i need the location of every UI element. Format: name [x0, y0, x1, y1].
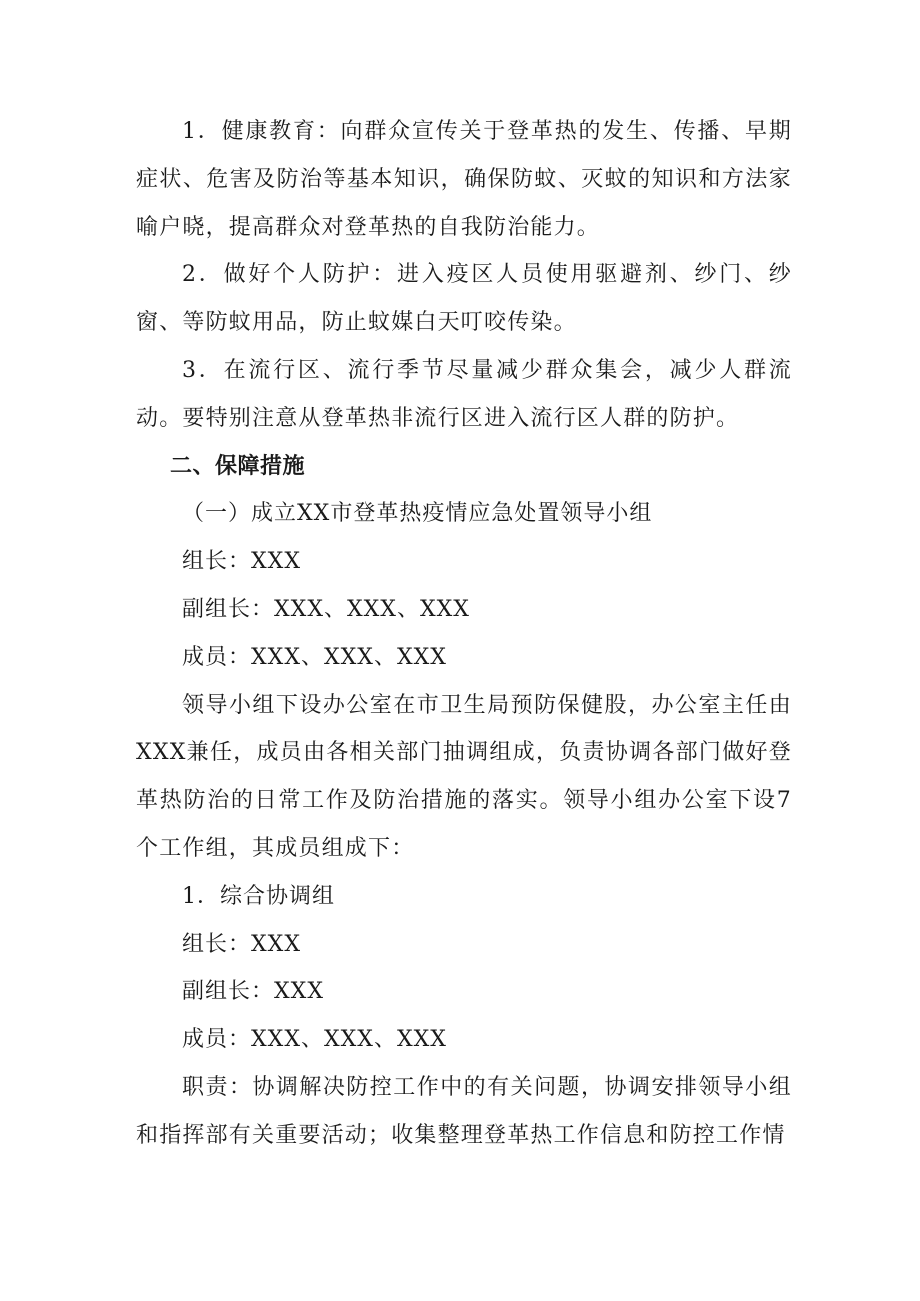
section-heading: 二、保障措施	[170, 453, 306, 479]
paragraph-office: 领导小组下设办公室在市卫生局预防保健股，办公室主任由XXX兼任，成员由各相关部门抽调组成，负责协调各部门做好登革热防治的日常工作及防治措施的落实。领导小组办公室下设7个工作组，其成员组成下：	[136, 692, 792, 861]
document-body	[136, 108, 792, 1160]
subsection-title: （一）成立XX市登革热疫情应急处置领导小组	[182, 501, 653, 527]
leader-line: 组长：XXX	[182, 549, 301, 575]
group-deputy-line: 副组长：XXX	[182, 979, 324, 1005]
group-members-line: 成员：XXX、XXX、XXX	[182, 1027, 447, 1053]
group-leader-line: 组长：XXX	[182, 931, 301, 957]
members-line: 成员：XXX、XXX、XXX	[182, 644, 447, 670]
paragraph-personal-protection: 2．做好个人防护：进入疫区人员使用驱避剂、纱门、纱窗、等防蚊用品，防止蚊媒白天叮咬传染。	[136, 262, 792, 336]
paragraph-duty: 职责：协调解决防控工作中的有关问题，协调安排领导小组和指挥部有关重要活动；收集整理登革热工作信息和防控工作情	[136, 1074, 792, 1148]
paragraph-reduce-gathering: 3．在流行区、流行季节尽量减少群众集会，减少人群流动。要特别注意从登革热非流行区进入流行区人群的防护。	[136, 357, 792, 431]
deputy-leader-line: 副组长：XXX、XXX、XXX	[182, 596, 470, 622]
group-title: 1．综合协调组	[182, 883, 335, 909]
paragraph-health-education: 1．健康教育：向群众宣传关于登革热的发生、传播、早期症状、危害及防治等基本知识，确保防蚊、灭蚊的知识和方法家喻户晓，提高群众对登革热的自我防治能力。	[136, 119, 792, 240]
